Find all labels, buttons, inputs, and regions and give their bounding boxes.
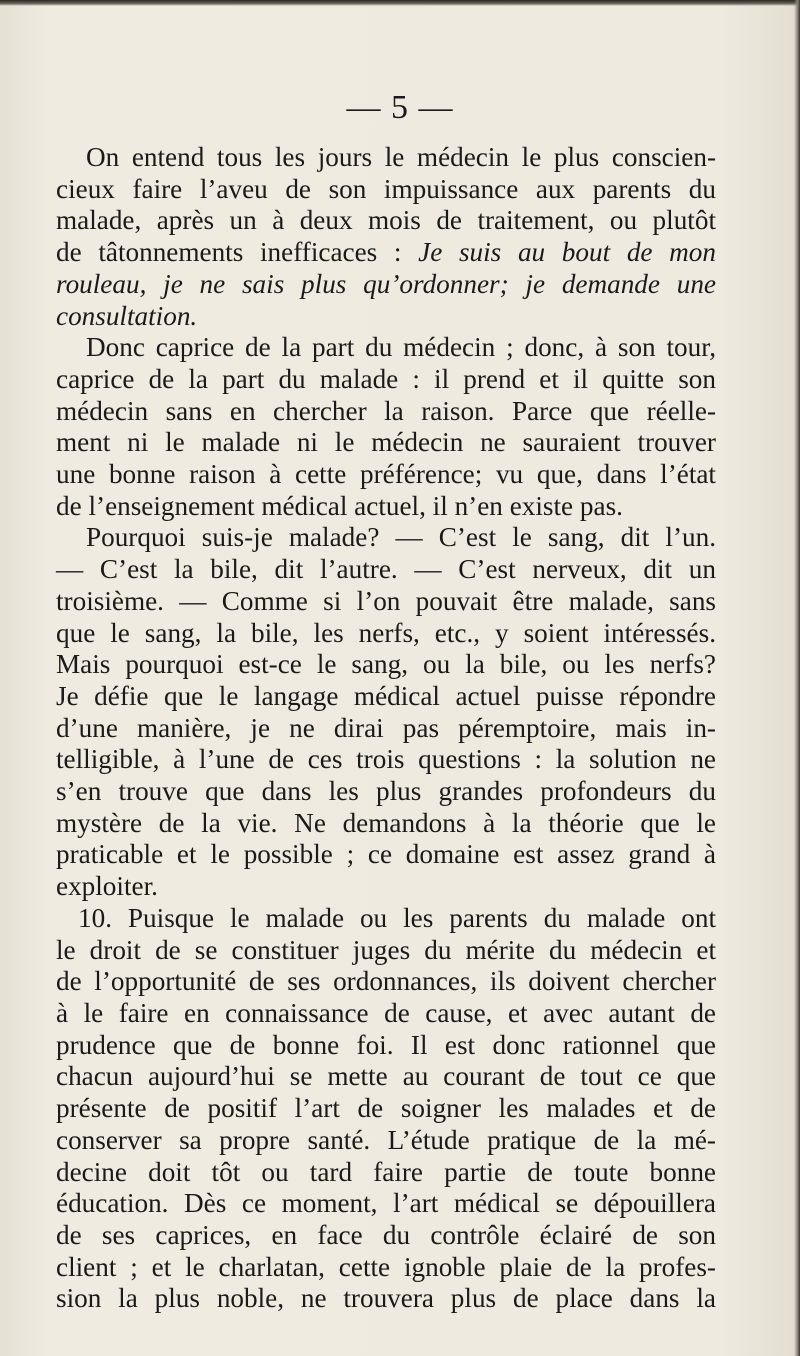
text-line xyxy=(56,1030,716,1062)
italic-text-segment: rouleau, je ne sais plus qu’ordonner; je demande une xyxy=(56,268,716,299)
text-segment: une bonne raison à cette préférence; vu que, dans l’état xyxy=(56,459,716,490)
text-segment: éducation. Dès ce moment, l’art médical se dépouillera xyxy=(56,1188,716,1219)
text-segment: caprice de la part du malade : il prend et il quitte son xyxy=(56,363,716,394)
text-line xyxy=(56,142,716,174)
text-segment: chacun aujourd’hui se mette au courant de tout ce que xyxy=(56,1061,716,1092)
text-segment: sion la plus noble, ne trouvera plus de place dans la xyxy=(56,1283,716,1314)
text-line xyxy=(56,364,716,396)
text-segment: le droit de se constituer juges du mérite du médecin et xyxy=(56,934,716,965)
text-segment: praticable et le possible ; ce domaine est assez grand à xyxy=(56,839,716,870)
text-line xyxy=(56,205,716,237)
text-line xyxy=(56,998,716,1030)
page-top-edge-shadow xyxy=(0,0,800,6)
body-text xyxy=(56,142,716,1315)
text-line xyxy=(56,713,716,745)
text-line xyxy=(56,301,716,333)
text-segment: d’une manière, je ne dirai pas péremptoire, mais in- xyxy=(56,712,716,743)
text-line xyxy=(56,1220,716,1252)
page-number: — 5 — xyxy=(346,89,454,126)
text-line xyxy=(56,459,716,491)
text-segment: — C’est la bile, dit l’autre. — C’est nerveux, dit un xyxy=(56,554,716,585)
text-segment: médecin sans en chercher la raison. Parce que réelle- xyxy=(56,395,716,426)
text-line xyxy=(56,332,716,364)
text-segment: Pourquoi suis-je malade? — C’est le sang, dit l’un. xyxy=(86,522,716,553)
text-segment: On entend tous les jours le médecin le plus conscien- xyxy=(86,142,716,172)
text-segment: client ; et le charlatan, cette ignoble plaie de la profes- xyxy=(56,1251,716,1282)
page-right-edge-shadow xyxy=(794,0,800,1356)
text-segment: de l’opportunité de ses ordonnances, ils doivent chercher xyxy=(56,966,716,997)
text-segment: exploiter. xyxy=(56,871,158,902)
italic-text-segment: Je suis au bout de mon xyxy=(418,237,716,268)
text-segment: 10. Puisque le malade ou les parents du malade ont xyxy=(78,902,716,933)
text-segment: ment ni le malade ni le médecin ne sauraient trouver xyxy=(56,427,716,458)
text-segment: conserver sa propre santé. L’étude pratique de la mé- xyxy=(56,1124,716,1155)
text-segment: decine doit tôt ou tard faire partie de toute bonne xyxy=(56,1156,716,1187)
text-line xyxy=(56,396,716,428)
text-line xyxy=(56,1252,716,1284)
text-segment: cieux faire l’aveu de son impuissance aux parents du xyxy=(56,173,716,204)
text-line xyxy=(56,554,716,586)
text-line xyxy=(56,1157,716,1189)
text-segment: troisième. — Comme si l’on pouvait être malade, sans xyxy=(56,585,716,616)
text-line xyxy=(56,1061,716,1093)
text-line xyxy=(56,966,716,998)
text-segment: Mais pourquoi est-ce le sang, ou la bile, ou les nerfs? xyxy=(56,649,716,680)
text-segment: de l’enseignement médical actuel, il n’en existe pas. xyxy=(56,490,623,521)
text-segment: Donc caprice de la part du médecin ; donc, à son tour, xyxy=(86,332,716,363)
text-segment: mystère de la vie. Ne demandons à la théorie que le xyxy=(56,807,716,838)
text-line xyxy=(56,174,716,206)
text-segment: malade, après un à deux mois de traitement, ou plutôt xyxy=(56,205,716,236)
text-line xyxy=(56,522,716,554)
text-line xyxy=(56,744,716,776)
text-segment: à le faire en connaissance de cause, et avec autant de xyxy=(56,997,716,1028)
text-line xyxy=(56,776,716,808)
text-segment: de tâtonnements inefficaces : xyxy=(56,237,419,268)
italic-text-segment: consultation. xyxy=(56,300,198,331)
text-line xyxy=(56,618,716,650)
text-segment: s’en trouve que dans les plus grandes profondeurs du xyxy=(56,776,716,807)
text-line xyxy=(56,237,716,269)
text-segment: que le sang, la bile, les nerfs, etc., y soient intéressés. xyxy=(56,617,716,648)
text-line xyxy=(56,839,716,871)
text-line xyxy=(56,1188,716,1220)
text-line xyxy=(56,1125,716,1157)
text-line xyxy=(56,935,716,967)
text-segment: prudence que de bonne foi. Il est donc rationnel que xyxy=(56,1029,716,1060)
text-segment: présente de positif l’art de soigner les malades et de xyxy=(56,1093,716,1124)
text-line xyxy=(56,903,716,935)
text-segment: Je défie que le langage médical actuel puisse répondre xyxy=(56,680,716,711)
text-segment: de ses caprices, en face du contrôle éclairé de son xyxy=(56,1219,716,1250)
text-line xyxy=(56,586,716,618)
text-line xyxy=(56,269,716,301)
text-segment: telligible, à l’une de ces trois questions : la solution ne xyxy=(56,744,716,775)
text-line xyxy=(56,808,716,840)
text-line xyxy=(56,1283,716,1315)
text-line xyxy=(56,649,716,681)
text-line xyxy=(56,871,716,903)
text-line xyxy=(56,491,716,523)
text-line xyxy=(56,1093,716,1125)
text-line xyxy=(56,681,716,713)
text-line xyxy=(56,427,716,459)
